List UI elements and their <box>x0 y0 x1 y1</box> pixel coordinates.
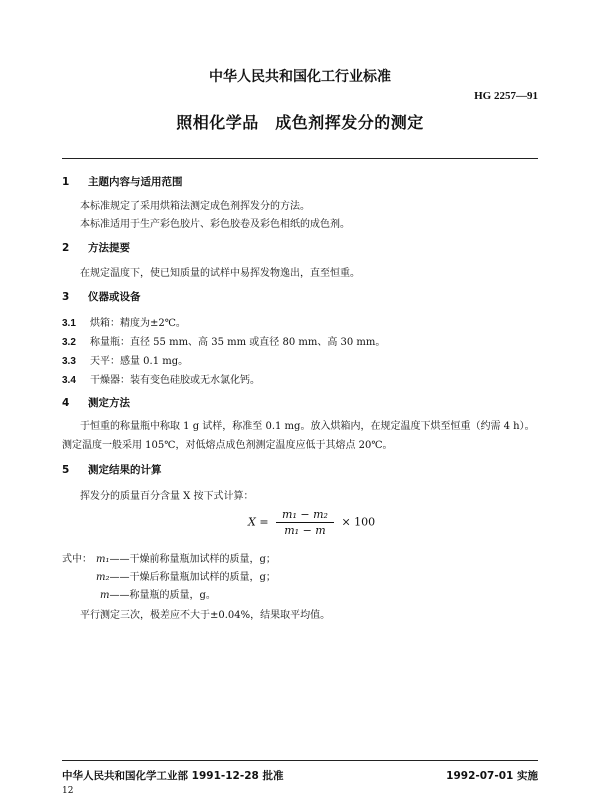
standard-title: 中华人民共和国化工行业标准 <box>209 69 391 85</box>
formula-fraction <box>276 508 334 537</box>
section-4-paragraph-1: 于恒重的称量瓶中称取 1 g 试样，称准至 0.1 mg。放入烘箱内，在规定温度下烘至恒重（约需 4 h）。测定温度一般采用 105℃，对低熔点成色剂测定温度应低于其熔点 20℃。 <box>62 421 535 451</box>
section-title: 仪器或设备 <box>88 291 141 303</box>
item-text: 干燥器：装有变色硅胶或无水氯化钙。 <box>90 375 260 386</box>
section-title: 方法提要 <box>88 242 130 254</box>
section-2-paragraph-1: 在规定温度下，使已知质量的试样中易挥发物逸出，直至恒重。 <box>80 268 360 279</box>
list-item <box>62 314 186 329</box>
variable-description: ——干燥后称量瓶加试样的质量，g； <box>109 572 276 583</box>
item-number: 3.3 <box>62 356 76 367</box>
header-divider <box>62 158 538 159</box>
item-text: 称量瓶：直径 55 mm、高 35 mm 或直径 80 mm、高 30 mm。 <box>90 337 386 348</box>
section-1-paragraph-1: 本标准规定了采用烘箱法测定成色剂挥发分的方法。 <box>80 201 310 212</box>
formula-multiplier: × 100 <box>341 515 376 529</box>
section-5-heading <box>62 462 162 477</box>
variable-definition <box>96 568 276 583</box>
section-number: 4 <box>62 397 70 409</box>
item-text: 天平：感量 0.1 mg。 <box>90 356 189 367</box>
section-5-intro: 挥发分的质量百分含量 X 按下式计算： <box>80 491 254 502</box>
formula <box>248 508 375 537</box>
section-number: 1 <box>62 176 70 188</box>
section-4-heading <box>62 395 130 410</box>
variable-symbol: m₁ <box>96 554 110 565</box>
section-number: 5 <box>62 464 70 476</box>
footer-divider <box>62 760 538 761</box>
section-title: 测定方法 <box>88 397 130 409</box>
section-3-heading <box>62 289 141 304</box>
standard-code: HG 2257—91 <box>474 90 538 102</box>
variable-description: ——干燥前称量瓶加试样的质量，g； <box>109 554 276 565</box>
list-item <box>62 352 188 367</box>
formula-numerator: m₁ − m₂ <box>276 508 334 523</box>
variable-definition <box>100 586 216 601</box>
list-item <box>62 371 260 386</box>
item-number: 3.1 <box>62 318 76 329</box>
section-title: 测定结果的计算 <box>88 464 162 476</box>
item-number: 3.2 <box>62 337 76 348</box>
variable-symbol: m <box>100 590 110 601</box>
section-title: 主题内容与适用范围 <box>88 176 183 188</box>
section-2-heading <box>62 240 130 255</box>
document-title: 照相化学品 成色剂挥发分的测定 <box>176 113 424 132</box>
item-number: 3.4 <box>62 375 76 386</box>
approval-line: 中华人民共和国化学工业部 1991-12-28 批准 <box>62 770 284 782</box>
formula-denominator: m₁ − m <box>284 524 326 537</box>
variable-definition <box>96 550 276 565</box>
item-text: 烘箱：精度为±2℃。 <box>90 318 186 329</box>
section-number: 3 <box>62 291 70 303</box>
section-1-heading <box>62 174 183 189</box>
variable-description: ——称量瓶的质量，g。 <box>109 590 216 601</box>
page-number: 12 <box>62 786 74 796</box>
section-1-paragraph-2: 本标准适用于生产彩色胶片、彩色胶卷及彩色相纸的成色剂。 <box>80 219 350 230</box>
implementation-date: 1992-07-01 实施 <box>446 770 538 782</box>
section-number: 2 <box>62 242 70 254</box>
section-5-closing: 平行测定三次，极差应不大于±0.04%，结果取平均值。 <box>80 610 331 621</box>
where-label: 式中： <box>62 554 92 565</box>
formula-lhs: X = <box>248 515 269 529</box>
variable-symbol: m₂ <box>96 572 110 583</box>
list-item <box>62 333 385 348</box>
